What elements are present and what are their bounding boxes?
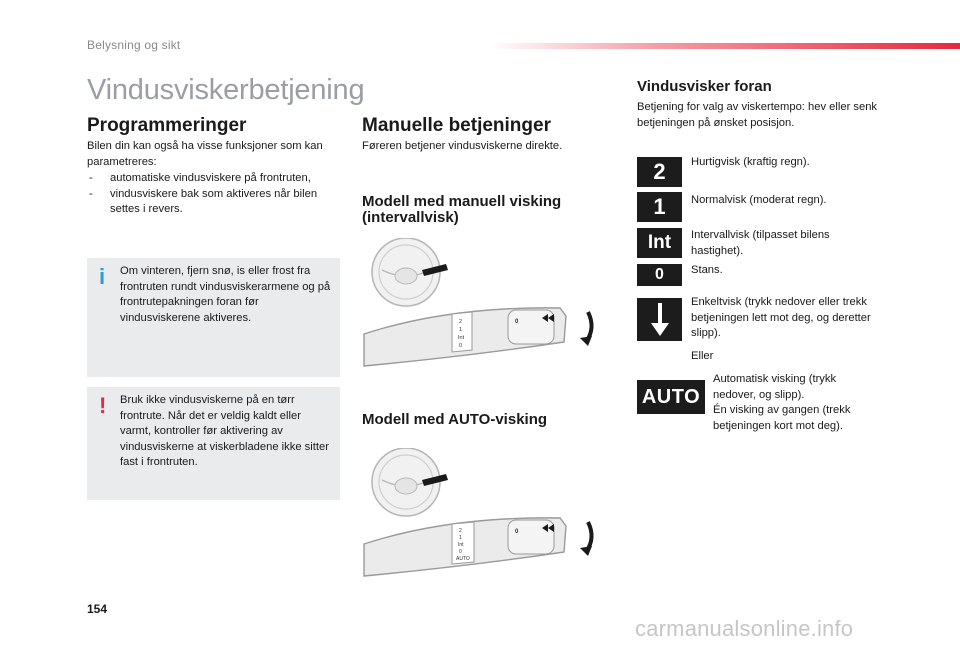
programming-list [87, 171, 343, 218]
mode-fast-text: Hurtigvisk (kraftig regn). [691, 156, 810, 168]
svg-text:0: 0 [515, 319, 519, 325]
mode-single-wipe-text: Enkeltvisk (trykk nedover eller trekk betjeningen lett mot deg, og deretter slipp). [691, 296, 871, 340]
mode-normal-text: Normalvisk (moderat regn). [691, 194, 827, 206]
manual-controls-heading: Manuelle betjeninger [362, 115, 551, 136]
front-wipers-heading: Vindusvisker foran [637, 78, 772, 95]
header-accent-bar [490, 43, 960, 49]
wiper-stalk-manual-illustration [360, 238, 600, 370]
stalk-position-label: 2 [459, 528, 462, 534]
auto-single-wipe-text: Én visking av gangen (trekk betjeningen kort mot deg). [713, 404, 851, 432]
auto-wipe-text: Automatisk visking (trykk nedover, og slipp). [713, 373, 837, 401]
page-number: 154 [87, 602, 108, 616]
warning-note-text: Bruk ikke vindusviskerne på en tørr frontrute. Når det er veldig kaldt eller varmt, kontroller før aktivering av vindusviskerne at viskerbladene ikke sitter fast i frontruten. [120, 394, 329, 469]
programming-heading: Programmeringer [87, 115, 247, 136]
info-note [87, 258, 340, 377]
stalk-position-label: AUTO [456, 556, 470, 562]
stalk-position-label: 1 [459, 535, 462, 541]
speed-2-badge: 2 [637, 157, 682, 187]
stalk-position-label: Int [458, 542, 464, 548]
list-item: - vindusviskere bak som aktiveres når bilen settes i revers. [87, 187, 343, 218]
stalk-position-label: 2 [459, 319, 463, 325]
stalk-position-label: Int [458, 335, 465, 341]
stalk-position-label: 0 [459, 343, 463, 349]
warning-icon: ! [99, 393, 107, 418]
model-auto-heading: Modell med AUTO-visking [362, 411, 548, 428]
wiper-stalk-auto-illustration [360, 448, 600, 580]
list-item: - automatiske vindusviskere på frontruten, [87, 171, 343, 187]
mode-stop-text: Stans. [691, 264, 723, 276]
info-icon: i [99, 264, 106, 289]
info-note-text: Om vinteren, fjern snø, is eller frost fra frontruten rundt vindusviskerarmene og på frontrutepakningen foran før vindusviskerene aktiveres. [120, 265, 331, 324]
speed-1-badge: 1 [637, 192, 682, 222]
warning-note [87, 387, 340, 500]
interval-badge: Int [637, 228, 682, 258]
stop-badge: 0 [637, 264, 682, 286]
auto-badge: AUTO [637, 380, 705, 414]
front-wipers-intro: Betjening for valg av viskertempo: hev eller senk betjeningen på ønsket posisjon. [637, 101, 878, 129]
stalk-position-label: 1 [459, 327, 463, 333]
watermark: carmanualsonline.info [635, 616, 854, 641]
arrow-down-icon [637, 298, 682, 341]
model-manual-heading: Modell med manuell visking (intervallvisk) [362, 193, 562, 226]
stalk-position-label: 0 [459, 549, 462, 555]
manual-controls-intro: Føreren betjener vindusviskerne direkte. [362, 140, 563, 152]
page-title: Vindusviskerbetjening [87, 74, 365, 106]
mode-interval-text: Intervallvisk (tilpasset bilens hastighet). [691, 229, 830, 257]
or-label: Eller [691, 350, 714, 362]
section-label: Belysning og sikt [87, 38, 181, 52]
programming-intro: Bilen din kan også ha visse funksjoner som kan parametreres: [87, 140, 323, 168]
svg-text:0: 0 [515, 529, 519, 535]
